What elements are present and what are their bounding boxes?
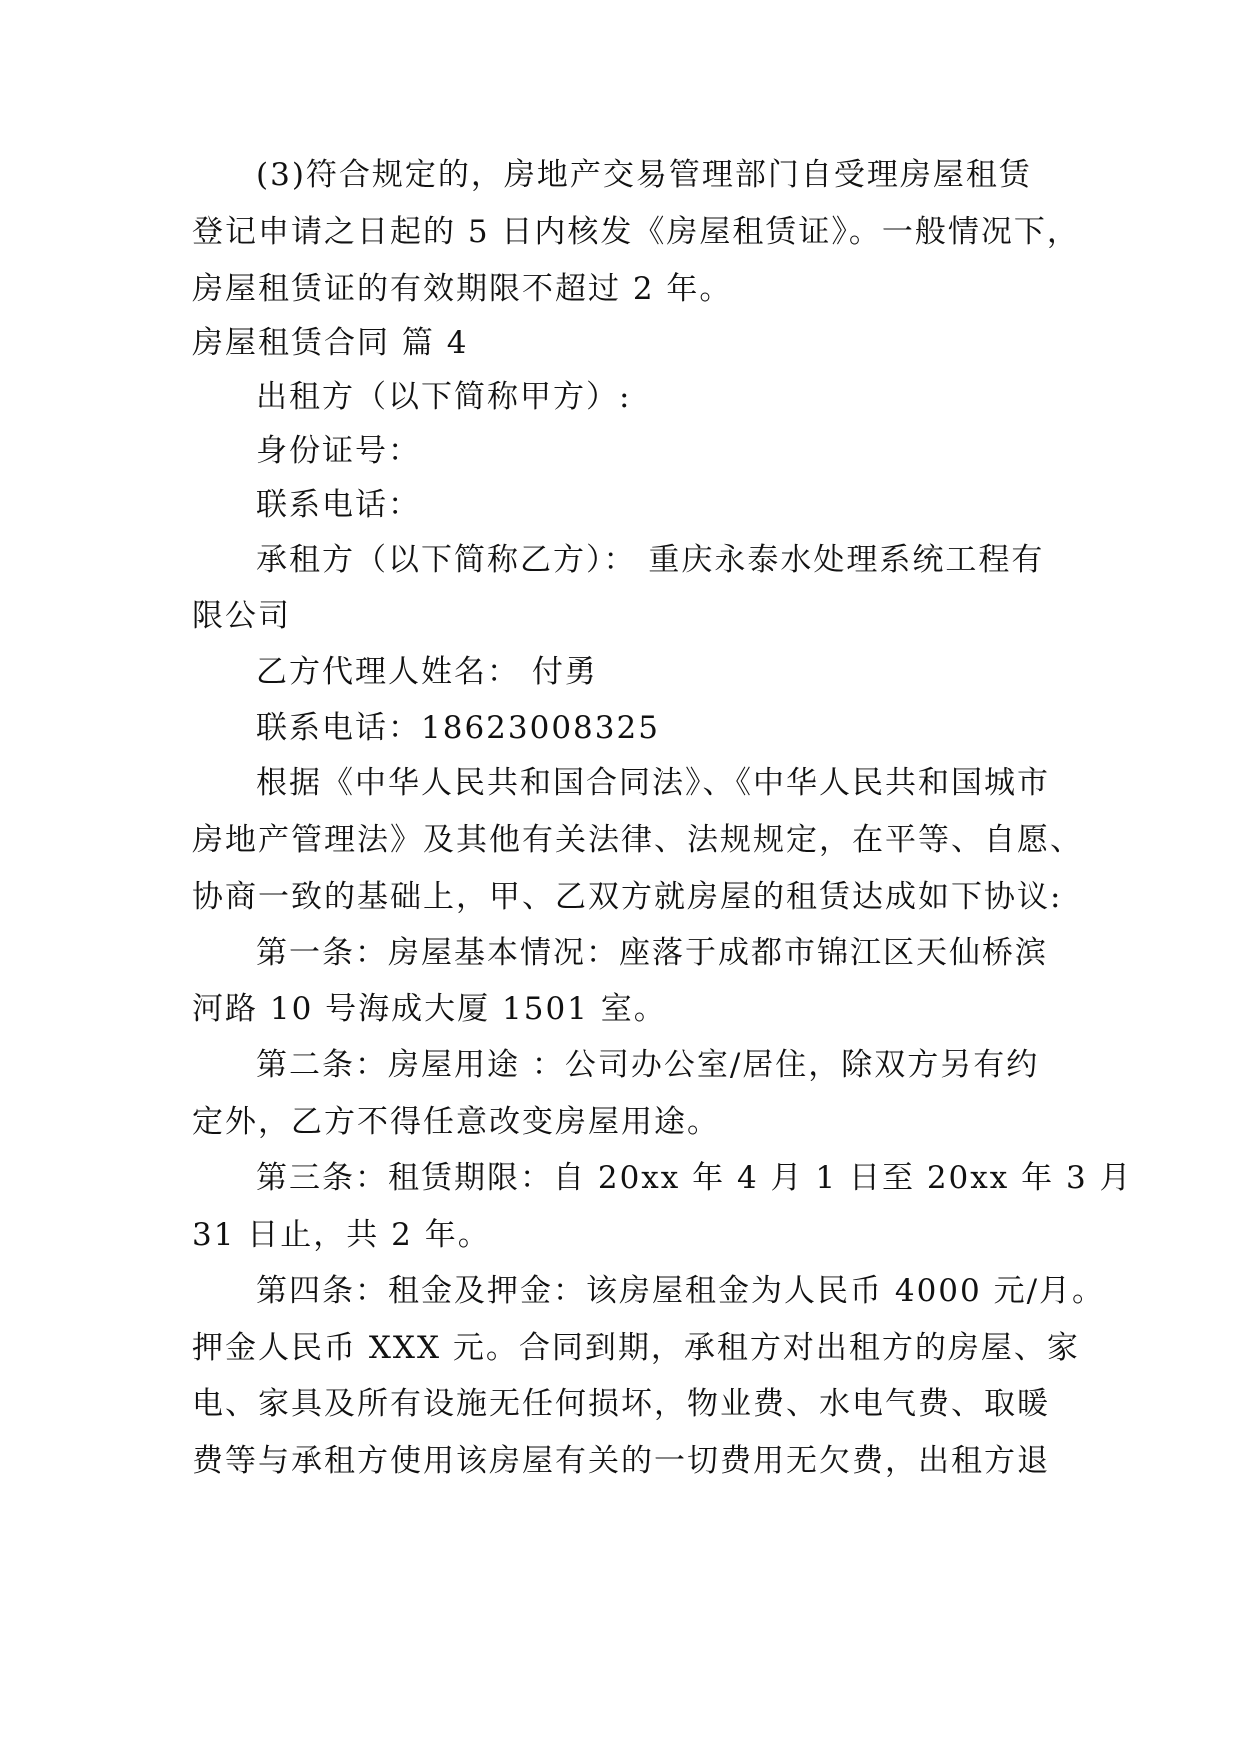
paragraph-line: 乙方代理人姓名： 付勇	[256, 654, 598, 690]
paragraph-line: 押金人民币 XXX 元。合同到期，承租方对出租方的房屋、家	[192, 1330, 1080, 1366]
section-heading: 房屋租赁合同 篇 4	[192, 325, 469, 361]
paragraph-line: (3)符合规定的，房地产交易管理部门自受理房屋租赁	[256, 157, 1032, 193]
paragraph-line: 第一条：房屋基本情况：座落于成都市锦江区天仙桥滨	[256, 935, 1048, 971]
paragraph-line: 登记申请之日起的 5 日内核发《房屋租赁证》。一般情况下，	[192, 214, 1080, 250]
paragraph-line: 第四条：租金及押金：该房屋租金为人民币 4000 元/月。	[256, 1273, 1106, 1309]
paragraph-line: 费等与承租方使用该房屋有关的一切费用无欠费，出租方退	[192, 1443, 1050, 1479]
paragraph-line: 第二条：房屋用途 ：公司办公室/居住，除双方另有约	[256, 1047, 1040, 1083]
paragraph-line: 房屋租赁证的有效期限不超过 2 年。	[192, 271, 733, 307]
paragraph-line: 联系电话：18623008325	[256, 710, 660, 746]
paragraph-line: 身份证号：	[256, 433, 421, 469]
paragraph-line: 河路 10 号海成大厦 1501 室。	[192, 991, 667, 1027]
paragraph-line: 出租方（以下简称甲方）:	[256, 379, 632, 415]
paragraph-line: 房地产管理法》及其他有关法律、法规规定，在平等、自愿、	[192, 822, 1083, 858]
paragraph-line: 限公司	[192, 598, 291, 634]
paragraph-line: 定外，乙方不得任意改变房屋用途。	[192, 1104, 720, 1140]
paragraph-line: 联系电话：	[256, 487, 421, 523]
paragraph-line: 31 日止，共 2 年。	[192, 1217, 491, 1253]
paragraph-line: 电、家具及所有设施无任何损坏，物业费、水电气费、取暖	[192, 1386, 1050, 1422]
paragraph-line: 承租方（以下简称乙方）： 重庆永泰水处理系统工程有	[256, 542, 1045, 578]
paragraph-line: 协商一致的基础上，甲、乙双方就房屋的租赁达成如下协议:	[192, 879, 1063, 915]
paragraph-line: 根据《中华人民共和国合同法》、《中华人民共和国城市	[256, 765, 1050, 801]
paragraph-line: 第三条：租赁期限：自 20xx 年 4 月 1 日至 20xx 年 3 月	[256, 1160, 1133, 1196]
